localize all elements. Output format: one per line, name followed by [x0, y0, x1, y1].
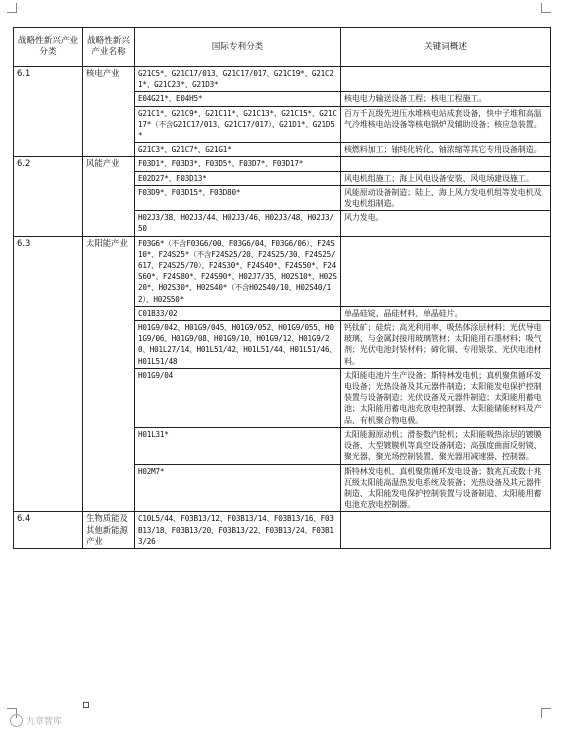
keyword-cell: 钙钛矿；硅烷；高光利用率、吸热体涂层材料；光伏导电玻璃、与金属封接用玻璃管材；太阳能用石墨材料；吸气剂；光伏电池封装材料；碲化镉、专用银浆、光伏电池材料。: [341, 321, 551, 369]
ipc-cell: G21C3*、G21C7*、G21G1*: [135, 143, 341, 157]
table-end-marker: [83, 702, 89, 708]
table-row: [14, 236, 551, 306]
keyword-cell: [341, 157, 551, 171]
patent-classification-table: [13, 27, 551, 549]
category-cell: 6.3: [14, 236, 83, 512]
watermark-logo-icon: [10, 714, 23, 727]
ipc-cell: F03D1*、F03D3*、F03D5*、F03D7*、F03D17*: [135, 157, 341, 171]
ipc-cell: F03G6*（不含F03G6/00、F03G6/04、F03G6/06）、F24S10*、F24S25*（不含F24S25/20、F24S25/30、F24S25/617、F24S25/70）、F24S30*、F24S40*、F24S50*、F24S60*、F24S80*、F24S90*、H02J7/35、H02S10*、H02S20*、H02S30*、H02S40*（不含H02S40/10、H02S40/12）、H02S50*: [135, 236, 341, 306]
keyword-cell: 核电电力输送设备工程；核电工程施工。: [341, 92, 551, 106]
industry-name-cell: 生物质能及其他新能源产业: [83, 512, 135, 549]
ipc-cell: E02D27*、F03D13*: [135, 171, 341, 185]
keyword-cell: 百万千瓦级先进压水堆核电站成套设备，快中子堆和高温气冷堆核电站设备等核电锅炉及辅助设备；核应急装置。: [341, 106, 551, 143]
ipc-cell: F03D9*、F03D15*、F03D80*: [135, 185, 341, 210]
keyword-cell: 核燃料加工；铀纯化转化、铀浓缩等其它专用设备制造。: [341, 143, 551, 157]
keyword-cell: 斯特林发电机、真机聚焦循环发电设备；数兆瓦或数十兆瓦级太阳能高温热发电系统及装备；光热设备及其元器件制造、太阳能发电保护控制装置与设备制造、太阳能用蓄电池充放电控制器。: [341, 464, 551, 512]
header-category: 战略性新兴产业分类: [14, 28, 83, 67]
ipc-cell: H01G9/042、H01G9/045、H01G9/052、H01G9/055、H01G9/06、H01G9/08、H01G9/10、H01G9/12、H01G9/20、H01L27/14、H01L51/42、H01L51/44、H01L51/46、H01L51/48: [135, 321, 341, 369]
keyword-cell: [341, 236, 551, 306]
header-keywords: 关键词概述: [341, 28, 551, 67]
keyword-cell: 太阳能源原动机；滑参数汽轮机；太阳能吸热涂层的镀膜设备、大型镀膜机等真空设备制造；高强度曲面反射镜、聚光器、聚光场控制装置、聚光器用减速器、控制器。: [341, 427, 551, 464]
ipc-cell: H02M7*: [135, 464, 341, 512]
header-industry-name: 战略性新兴产业名称: [83, 28, 135, 67]
ipc-cell: E04G21*、E04H5*: [135, 92, 341, 106]
category-cell: 6.2: [14, 157, 83, 236]
industry-name-cell: 太阳能产业: [83, 236, 135, 512]
keyword-cell: [341, 512, 551, 549]
ipc-cell: H02J3/38、H02J3/44、H02J3/46、H02J3/48、H02J3/50: [135, 211, 341, 236]
crop-mark-top-right: [541, 3, 551, 13]
keyword-cell: 风力发电。: [341, 211, 551, 236]
category-cell: 6.1: [14, 67, 83, 157]
table-row: [14, 157, 551, 171]
table-header-row: [14, 28, 551, 67]
ipc-cell: H01L31*: [135, 427, 341, 464]
keyword-cell: [341, 67, 551, 92]
industry-name-cell: 核电产业: [83, 67, 135, 157]
ipc-cell: C10L5/44、F03B13/12、F03B13/14、F03B13/16、F03B13/18、F03B13/20、F03B13/22、F03B13/24、F03B13/26: [135, 512, 341, 549]
watermark: [10, 714, 62, 727]
table-row: [14, 67, 551, 92]
keyword-cell: 单晶硅锭、晶硅材料、单晶硅片。: [341, 306, 551, 320]
keyword-cell: 风能原动设备制造；陆上、海上风力发电机组等发电机及发电机组制造。: [341, 185, 551, 210]
table-row: [14, 512, 551, 549]
keyword-cell: 风电机组施工；海上风电设备安装、风电场建设施工。: [341, 171, 551, 185]
keyword-cell: 太阳能电池片生产设备；斯特林发电机；真机聚焦循环发电设备；光热设备及其元器件制造；太阳能发电保护控制装置与设备制造；光伏设备及元器件制造；太阳能用蓄电池；太阳能用蓄电池充放电控制器、太阳能储能材料及产品、有机聚合物电极。: [341, 368, 551, 427]
ipc-cell: H01G9/04: [135, 368, 341, 427]
header-ipc: 国际专利分类: [135, 28, 341, 67]
ipc-cell: C01B33/02: [135, 306, 341, 320]
ipc-cell: G21C5*、G21C17/013、G21C17/017、G21C19*、G21C21*、G21C23*、G21D3*: [135, 67, 341, 92]
category-cell: 6.4: [14, 512, 83, 549]
industry-name-cell: 风能产业: [83, 157, 135, 236]
watermark-text: 九章智库: [26, 717, 63, 727]
ipc-cell: G21C1*、G21C9*、G21C11*、G21C13*、G21C15*、G21C17*（不含G21C17/013、G21C17/017）、G21D1*、G21D5*: [135, 106, 341, 143]
crop-mark-bottom-right: [541, 708, 551, 718]
crop-mark-top-left: [7, 3, 17, 13]
